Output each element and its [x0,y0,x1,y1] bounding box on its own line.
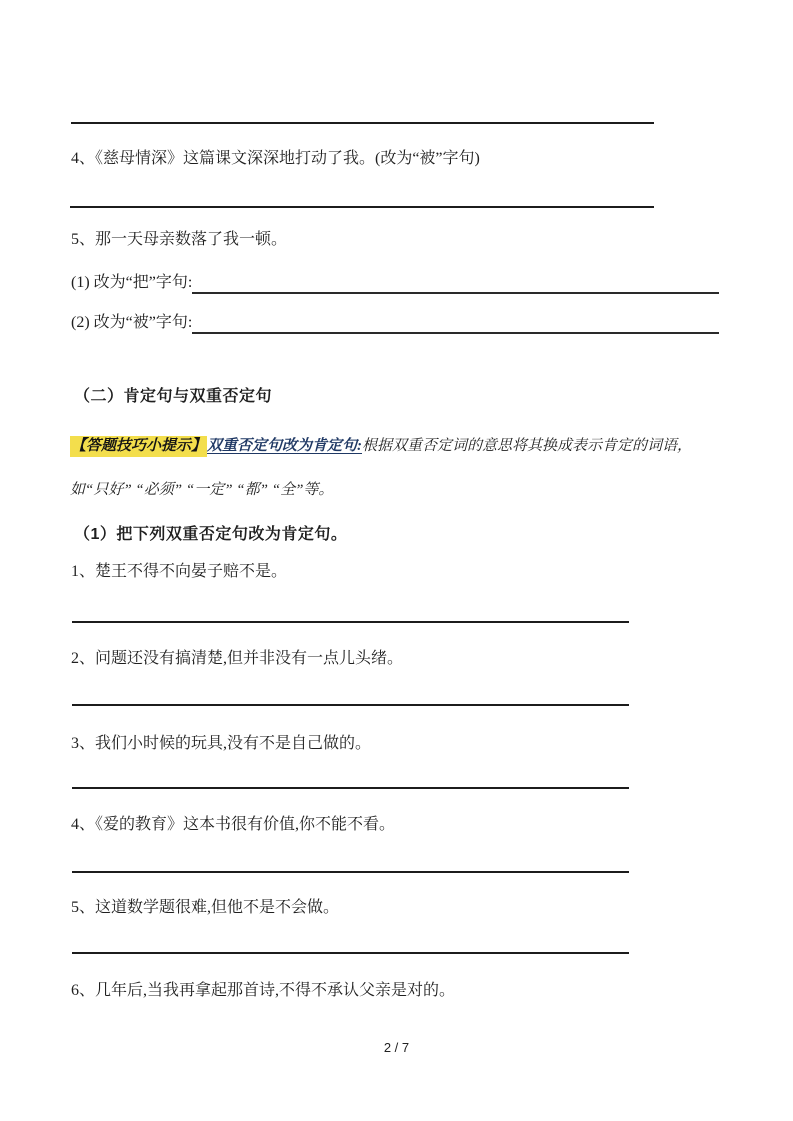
question-text: 4、《慈母情深》这篇课文深深地打动了我。(改为“被”字句) [71,150,480,167]
question-text: 6、几年后,当我再拿起那首诗,不得不承认父亲是对的。 [71,982,456,999]
tip-text: 根据双重否定词的意思将其换成表示肯定的词语， [362,438,693,454]
page-number: 2 / 7 [383,1040,410,1055]
question-text: 3、我们小时候的玩具,没有不是自己做的。 [71,735,372,752]
answer-line [71,122,654,124]
answer-label: (2) 改为“被”字句: [71,314,193,331]
answer-line [72,871,629,873]
question-text: 4、《爱的教育》这本书很有价值,你不能不看。 [71,816,396,833]
answer-line [70,206,654,208]
question-text: 5、这道数学题很难,但他不是不会做。 [71,899,340,916]
answer-row-bei [71,312,719,334]
section-heading: （二）肯定句与双重否定句 [74,388,273,405]
sub-heading: （1）把下列双重否定句改为肯定句。 [74,526,348,543]
answer-line [72,787,629,789]
tip-line-2: 如“只好” “必须” “一定” “都” “全”等。 [70,482,334,498]
tip-link: 双重否定句改为肯定句: [207,438,363,454]
answer-row-ba [71,272,719,294]
question-text: 1、楚王不得不向晏子赔不是。 [71,563,288,580]
tip-line-1 [70,436,692,457]
answer-line [72,621,629,623]
question-text: 2、问题还没有搞清楚,但并非没有一点儿头绪。 [71,650,404,667]
answer-blank [192,314,719,334]
answer-line [72,952,629,954]
tip-badge: 【答题技巧小提示】 [70,436,207,457]
answer-blank [192,274,719,294]
answer-line [72,704,629,706]
question-text: 5、那一天母亲数落了我一顿。 [71,231,288,248]
answer-label: (1) 改为“把”字句: [71,274,193,291]
